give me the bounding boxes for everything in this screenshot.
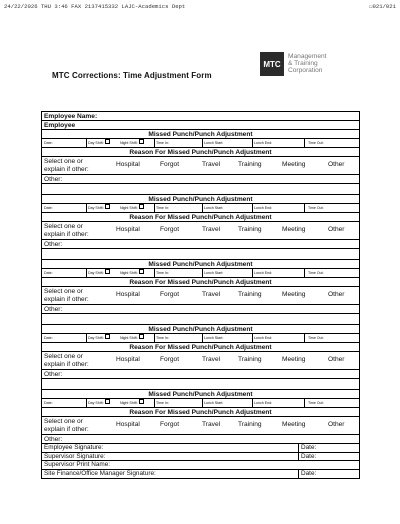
adj-lunch-end-label: Lunch End: [254,336,273,340]
column-divider [86,334,87,342]
adj-time-in-label: Time In: [156,336,169,340]
adjustment-sections [42,130,359,444]
punch-info-row [42,399,359,408]
adjustment-section [42,379,359,444]
select-instruction [44,288,104,304]
checkbox[interactable] [139,269,144,274]
punch-info-row [42,269,359,278]
adjustment-section [42,130,359,184]
select-instruction-line-2: explain if other: [44,426,89,433]
reason-option[interactable]: Other [328,356,345,363]
column-divider [86,139,87,147]
adj-lunch-start-field[interactable] [204,269,223,278]
reason-option[interactable]: Other [328,421,345,428]
fax-header [4,3,396,13]
other-explanation-field[interactable] [42,175,359,184]
time-adjustment-form [41,111,360,479]
section-spacer [42,184,359,195]
reason-header: Reason For Missed Punch/Punch Adjustment [42,278,359,287]
supervisor-signature-date[interactable]: Date: [298,453,316,461]
adj-lunch-end-label: Lunch End: [254,401,273,405]
select-instruction [44,353,104,369]
employee-signature-label: Employee Signature: [44,444,104,451]
checkbox[interactable] [139,204,144,209]
reason-header: Reason For Missed Punch/Punch Adjustment [42,408,359,417]
adj-date-label: Date: [44,206,53,210]
supervisor-print-name-field[interactable] [42,461,359,470]
checkbox[interactable] [105,204,110,209]
logo-line-3: Corporation [288,67,323,74]
other-explanation-field[interactable] [42,435,359,444]
reason-option[interactable]: Hospital [116,356,140,363]
adj-lunch-end-label: Lunch End: [254,206,273,210]
adj-lunch-start-label: Lunch Start: [204,401,224,405]
adj-lunch-start-field[interactable] [204,334,223,343]
adj-night-shift-label: Night Shift: [120,336,138,340]
adj-night-shift-field[interactable] [120,334,138,343]
adj-date-field[interactable] [44,269,53,278]
column-divider [252,269,253,277]
section-spacer [42,314,359,325]
reason-option[interactable]: Hospital [116,291,140,298]
column-divider [202,204,203,212]
punch-info-row [42,334,359,343]
column-divider [304,399,305,407]
other-explanation-field[interactable] [42,305,359,314]
form-title: MTC Corrections: Time Adjustment Form [52,71,212,80]
reason-options-row [42,287,359,305]
reason-option[interactable]: Training [238,226,262,233]
adj-lunch-end-field[interactable] [254,399,272,408]
column-divider [154,399,155,407]
adj-time-out-field[interactable] [308,334,324,343]
adj-lunch-start-field[interactable] [204,204,223,213]
adj-lunch-end-field[interactable] [254,204,272,213]
adj-time-in-field[interactable] [156,139,169,148]
reason-option[interactable]: Meeting [282,226,306,233]
select-instruction-line-2: explain if other: [44,361,89,368]
reason-header: Reason For Missed Punch/Punch Adjustment [42,343,359,352]
reason-option[interactable]: Training [238,356,262,363]
adj-day-shift-field[interactable] [88,139,104,148]
adj-day-shift-label: Day Shift: [88,206,104,210]
adj-day-shift-label: Day Shift: [88,271,104,275]
adj-night-shift-label: Night Shift: [120,271,138,275]
column-divider [86,399,87,407]
finance-signature-date[interactable]: Date: [298,470,316,479]
adj-date-label: Date: [44,401,53,405]
logo-line-1: Management [288,53,327,60]
reason-option[interactable]: Forgot [160,421,180,428]
adj-day-shift-label: Day Shift: [88,141,104,145]
reason-option[interactable]: Hospital [116,421,140,428]
column-divider [304,269,305,277]
column-divider [304,139,305,147]
reason-options-row [42,352,359,370]
select-instruction [44,158,104,174]
column-divider [202,139,203,147]
select-instruction-line-1: Select one or [44,223,83,230]
adj-lunch-start-label: Lunch Start: [204,271,224,275]
column-divider [202,269,203,277]
adj-time-in-label: Time In: [156,141,169,145]
adj-day-shift-field[interactable] [88,399,104,408]
reason-option[interactable]: Travel [202,356,221,363]
checkbox[interactable] [105,269,110,274]
reason-option[interactable]: Other [328,161,345,168]
adj-date-field[interactable] [44,399,53,408]
supervisor-signature-field[interactable] [42,453,359,462]
adj-lunch-end-field[interactable] [254,269,272,278]
adj-time-in-label: Time In: [156,401,169,405]
column-divider [202,334,203,342]
employee-name-field[interactable] [42,112,359,121]
missed-punch-header: Missed Punch/Punch Adjustment [42,260,359,269]
select-instruction-line-2: explain if other: [44,296,89,303]
reason-option[interactable]: Training [238,161,262,168]
fax-page-number: ☐021/021 [369,3,396,10]
company-logo [260,52,372,96]
other-label: Other: [44,436,63,443]
punch-info-row [42,204,359,213]
checkbox[interactable] [105,399,110,404]
employee-id-label: Employee [44,122,76,129]
adj-time-in-label: Time In: [156,206,169,210]
adj-day-shift-field[interactable] [88,269,104,278]
select-instruction-line-1: Select one or [44,418,83,425]
reason-option[interactable]: Meeting [282,421,306,428]
adj-time-out-field[interactable] [308,204,324,213]
column-divider [154,334,155,342]
missed-punch-header: Missed Punch/Punch Adjustment [42,195,359,204]
adj-time-in-label: Time In: [156,271,169,275]
adjustment-section [42,184,359,249]
punch-info-row [42,139,359,148]
select-instruction-line-2: explain if other: [44,166,89,173]
reason-options-row [42,222,359,240]
reason-option[interactable]: Training [238,291,262,298]
finance-signature-label: Site Finance/Office Manager Signature: [44,469,156,477]
checkbox[interactable] [139,399,144,404]
column-divider [252,204,253,212]
adjustment-section [42,314,359,379]
supervisor-signature-label: Supervisor Signature: [44,452,106,460]
adj-night-shift-label: Night Shift: [120,206,138,210]
adj-time-in-field[interactable] [156,334,169,343]
adj-day-shift-field[interactable] [88,204,104,213]
select-instruction-line-1: Select one or [44,288,83,295]
adj-time-in-field[interactable] [156,399,169,408]
select-instruction-line-2: explain if other: [44,231,89,238]
reason-option[interactable]: Other [328,291,345,298]
logo-mark: MTC [260,52,284,76]
adj-date-label: Date: [44,141,53,145]
adj-date-field[interactable] [44,139,53,148]
adj-night-shift-label: Night Shift: [120,141,138,145]
column-divider [154,269,155,277]
other-explanation-field[interactable] [42,240,359,249]
adj-lunch-start-field[interactable] [204,139,223,148]
reason-option[interactable]: Hospital [116,226,140,233]
adj-night-shift-field[interactable] [120,269,138,278]
column-divider [252,139,253,147]
other-label: Other: [44,306,63,313]
adj-night-shift-field[interactable] [120,399,138,408]
other-label: Other: [44,176,63,183]
reason-option[interactable]: Travel [202,421,221,428]
column-divider [252,334,253,342]
adj-date-label: Date: [44,271,53,275]
select-instruction-line-1: Select one or [44,353,83,360]
checkbox[interactable] [105,139,110,144]
select-instruction [44,223,104,239]
select-instruction-line-1: Select one or [44,158,83,165]
adj-lunch-start-label: Lunch Start: [204,141,224,145]
checkbox[interactable] [139,334,144,339]
adj-lunch-end-field[interactable] [254,139,272,148]
reason-option[interactable]: Forgot [160,291,180,298]
adj-night-shift-label: Night Shift: [120,401,138,405]
column-divider [252,399,253,407]
adj-time-out-field[interactable] [308,399,324,408]
reason-option[interactable]: Meeting [282,161,306,168]
employee-signature-date[interactable]: Date: [298,444,316,452]
reason-options-row [42,157,359,175]
adj-lunch-start-field[interactable] [204,399,223,408]
column-divider [304,204,305,212]
adj-day-shift-label: Day Shift: [88,336,104,340]
reason-option[interactable]: Forgot [160,161,180,168]
adj-day-shift-label: Day Shift: [88,401,104,405]
employee-name-label: Employee Name: [44,113,98,120]
adj-lunch-end-label: Lunch End: [254,271,273,275]
checkbox[interactable] [139,139,144,144]
adj-time-out-label: Time Out: [308,206,324,210]
reason-option[interactable]: Forgot [160,356,180,363]
adj-time-in-field[interactable] [156,269,169,278]
reason-option[interactable]: Forgot [160,226,180,233]
column-divider [202,399,203,407]
adj-day-shift-field[interactable] [88,334,104,343]
reason-option[interactable]: Travel [202,226,221,233]
adj-date-label: Date: [44,336,53,340]
reason-option[interactable]: Meeting [282,291,306,298]
adjustment-section [42,249,359,314]
adj-lunch-start-label: Lunch Start: [204,336,224,340]
adj-time-out-label: Time Out: [308,336,324,340]
other-label: Other: [44,371,63,378]
supervisor-print-name-label: Supervisor Print Name: [44,461,111,469]
adj-time-out-label: Time Out: [308,141,324,145]
adj-date-field[interactable] [44,334,53,343]
section-spacer [42,379,359,390]
reason-option[interactable]: Hospital [116,161,140,168]
reason-option[interactable]: Travel [202,161,221,168]
reason-option[interactable]: Training [238,421,262,428]
adj-time-out-field[interactable] [308,139,324,148]
missed-punch-header: Missed Punch/Punch Adjustment [42,390,359,399]
other-explanation-field[interactable] [42,370,359,379]
fax-header-left: 24/22/2026 THU 3:46 FAX 2137415332 LAJC-Academics Dept [4,3,186,10]
reason-option[interactable]: Other [328,226,345,233]
checkbox[interactable] [105,334,110,339]
column-divider [304,334,305,342]
reason-header: Reason For Missed Punch/Punch Adjustment [42,213,359,222]
section-spacer [42,249,359,260]
adj-date-field[interactable] [44,204,53,213]
adj-lunch-end-field[interactable] [254,334,272,343]
missed-punch-header: Missed Punch/Punch Adjustment [42,130,359,139]
adj-night-shift-field[interactable] [120,204,138,213]
logo-line-2: & Training [288,60,318,67]
employee-id-field[interactable] [42,121,359,130]
adj-time-out-label: Time Out: [308,401,324,405]
reason-option[interactable]: Meeting [282,356,306,363]
adj-lunch-start-label: Lunch Start: [204,206,224,210]
column-divider [154,139,155,147]
column-divider [86,204,87,212]
reason-header: Reason For Missed Punch/Punch Adjustment [42,148,359,157]
adj-time-out-label: Time Out: [308,271,324,275]
adj-time-in-field[interactable] [156,204,169,213]
column-divider [154,204,155,212]
reason-option[interactable]: Travel [202,291,221,298]
reason-options-row [42,417,359,435]
column-divider [86,269,87,277]
other-label: Other: [44,241,63,248]
select-instruction [44,418,104,434]
missed-punch-header: Missed Punch/Punch Adjustment [42,325,359,334]
employee-signature-field[interactable] [42,444,359,453]
adj-time-out-field[interactable] [308,269,324,278]
adj-lunch-end-label: Lunch End: [254,141,273,145]
finance-signature-field[interactable] [42,470,359,479]
adj-night-shift-field[interactable] [120,139,138,148]
